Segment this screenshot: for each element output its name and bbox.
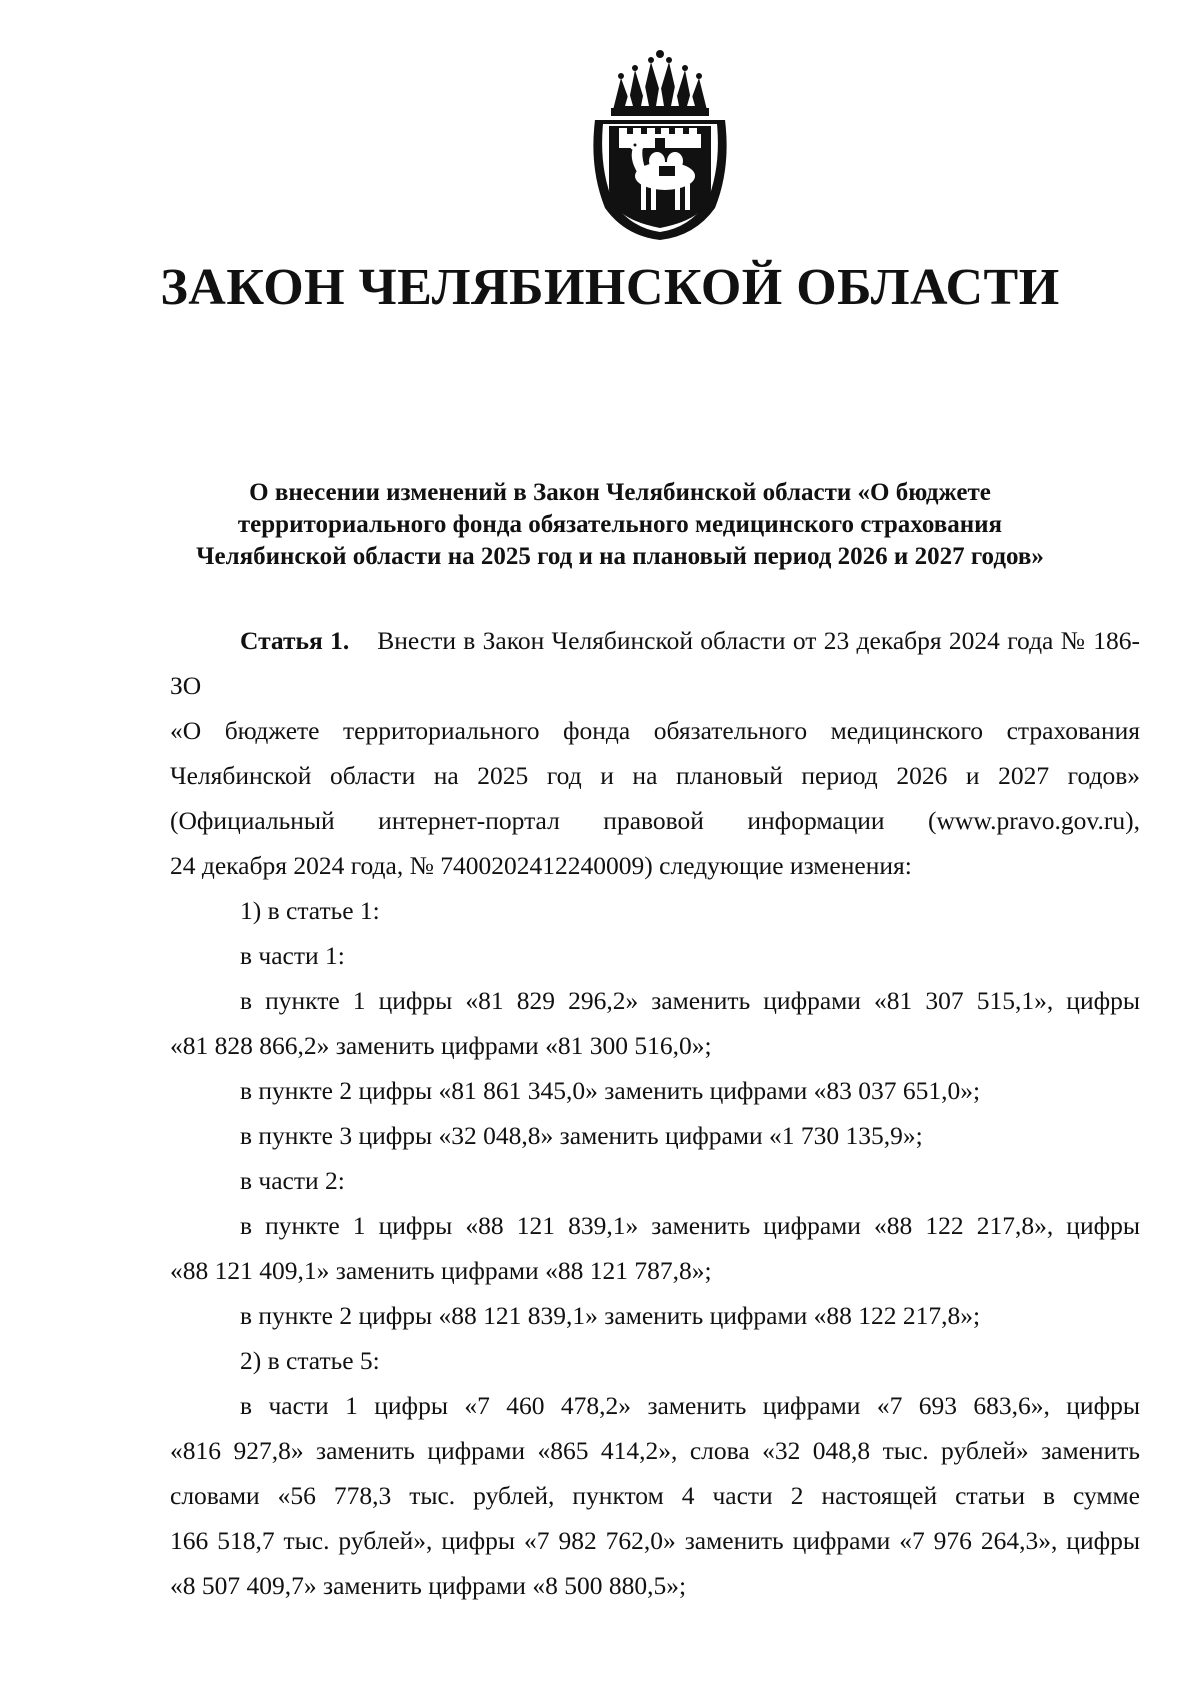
paragraph-line: в пункте 2 цифры «88 121 839,1» заменить цифрами «88 122 217,8»; [240, 1301, 981, 1330]
law-subtitle [170, 477, 1070, 573]
item-heading: 1) в статье 1: [240, 896, 380, 925]
paragraph-line: в пункте 2 цифры «81 861 345,0» заменить цифрами «83 037 651,0»; [240, 1076, 981, 1105]
part-heading: в части 1: [240, 941, 345, 970]
subtitle-line: О внесении изменений в Закон Челябинской области «О бюджете [249, 479, 991, 506]
paragraph-line: в пункте 3 цифры «32 048,8» заменить цифрами «1 730 135,9»; [240, 1121, 923, 1150]
part-heading: в части 2: [240, 1166, 345, 1195]
paragraph-line: «816 927,8» заменить цифрами «865 414,2», слова «32 048,8 тыс. рублей» заменить [170, 1436, 1140, 1465]
paragraph-line: 24 декабря 2024 года, № 7400202412240009) следующие изменения: [170, 851, 912, 880]
paragraph-line: «О бюджете территориального фонда обязательного медицинского страхования [170, 716, 1140, 745]
paragraph-line: «8 507 409,7» заменить цифрами «8 500 880,5»; [170, 1571, 687, 1600]
article-intro-text: Внести в Закон Челябинской области от 23 декабря 2024 года № 186-ЗО [170, 626, 1140, 700]
paragraph-line: «81 828 866,2» заменить цифрами «81 300 516,0»; [170, 1031, 712, 1060]
chelyabinsk-coat-of-arms-icon [585, 48, 735, 243]
paragraph-line: в части 1 цифры «7 460 478,2» заменить цифрами «7 693 683,6», цифры [240, 1391, 1140, 1420]
paragraph-line: словами «56 778,3 тыс. рублей, пунктом 4 части 2 настоящей статьи в сумме [170, 1481, 1140, 1510]
subtitle-line: Челябинской области на 2025 год и на плановый период 2026 и 2027 годов» [196, 543, 1044, 570]
subtitle-line: территориального фонда обязательного медицинского страхования [237, 511, 1003, 538]
paragraph-line: (Официальный интернет-портал правовой информации (www.pravo.gov.ru), [170, 806, 1140, 835]
paragraph-line: «88 121 409,1» заменить цифрами «88 121 787,8»; [170, 1256, 712, 1285]
paragraph-line: в пункте 1 цифры «88 121 839,1» заменить цифрами «88 122 217,8», цифры [240, 1211, 1140, 1240]
paragraph-line: в пункте 1 цифры «81 829 296,2» заменить цифрами «81 307 515,1», цифры [240, 986, 1140, 1015]
article-label: Статья 1. [240, 626, 350, 655]
article-intro-line [170, 618, 1140, 708]
paragraph-line: 166 518,7 тыс. рублей», цифры «7 982 762,0» заменить цифрами «7 976 264,3», цифры [170, 1526, 1140, 1555]
law-title: ЗАКОН ЧЕЛЯБИНСКОЙ ОБЛАСТИ [160, 259, 1060, 316]
item-heading: 2) в статье 5: [240, 1346, 380, 1375]
paragraph-line: Челябинской области на 2025 год и на плановый период 2026 и 2027 годов» [170, 761, 1140, 790]
article-body [170, 618, 1140, 1608]
